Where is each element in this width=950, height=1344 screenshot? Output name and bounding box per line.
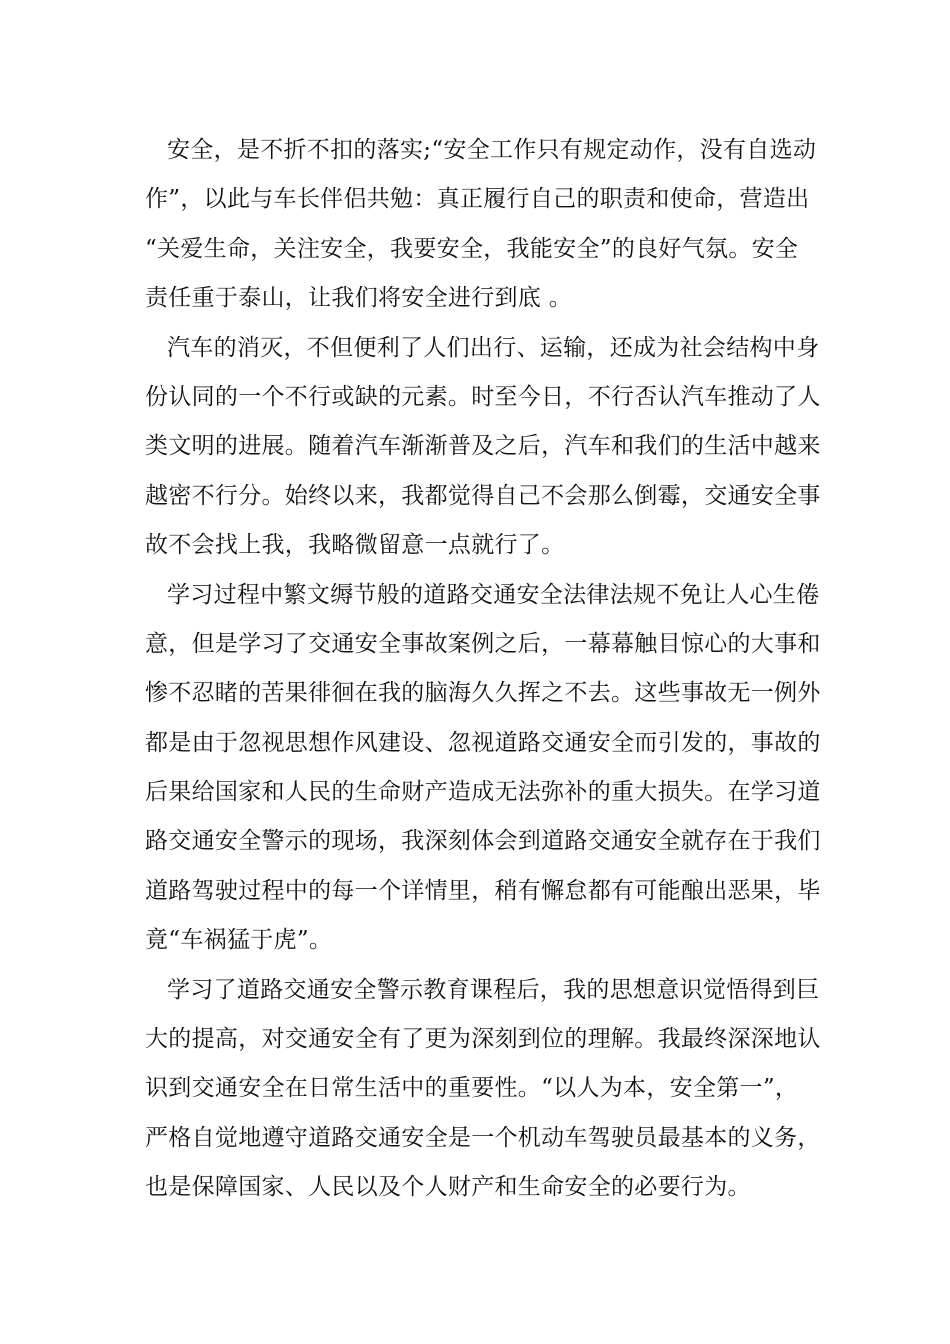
text-line: 安全，是不折不扣的落实;“安全工作只有规定动作，没有自选动 <box>167 137 817 163</box>
paragraph-2 <box>145 324 821 571</box>
text-line: 份认同的一个不行或缺的元素。时至今日，不行否认汽车推动了人 <box>145 383 821 410</box>
text-line: 类文明的进展。随着汽车渐渐普及之后，汽车和我们的生活中越来 <box>145 433 821 460</box>
text-line: 责任重于泰山，让我们将安全进行到底 。 <box>145 285 573 312</box>
text-line: 学习过程中繁文缛节般的道路交通安全法律法规不免让人心生倦 <box>167 581 820 608</box>
text-line: 路交通安全警示的现场，我深刻体会到道路交通安全就存在于我们 <box>145 828 821 855</box>
text-line: 识到交通安全在日常生活中的重要性。“以人为本，安全第一”， <box>145 1075 799 1102</box>
document-body <box>145 126 821 1213</box>
text-line: 都是由于忽视思想作风建设、忽视道路交通安全而引发的，事故的 <box>145 729 821 756</box>
text-line: 道路驾驶过程中的每一个详情里，稍有懈怠都有可能酿出恶果，毕 <box>145 877 821 904</box>
text-line: 意，但是学习了交通安全事故案例之后，一幕幕触目惊心的大事和 <box>145 630 821 657</box>
text-line: 作”，以此与车长伴侣共勉：真正履行自己的职责和使命，营造出 <box>145 186 810 213</box>
text-line: 严格自觉地遵守道路交通安全是一个机动车驾驶员最基本的义务， <box>145 1124 821 1151</box>
paragraph-1 <box>145 126 817 324</box>
text-line: 后果给国家和人民的生命财产造成无法弥补的重大损失。在学习道 <box>145 779 821 806</box>
paragraph-4 <box>145 966 821 1213</box>
text-line: 越密不行分。始终以来，我都觉得自己不会那么倒霉，交通安全事 <box>145 482 821 509</box>
text-line: 故不会找上我，我略微留意一点就行了。 <box>145 532 565 559</box>
text-line: 惨不忍睹的苦果徘徊在我的脑海久久挥之不去。这些事故无一例外 <box>145 680 821 707</box>
paragraph-3 <box>145 571 821 966</box>
text-line: 竟“车祸猛于虎”。 <box>145 927 333 954</box>
text-line: 汽车的消灭，不但便利了人们出行、运输，还成为社会结构中身 <box>167 334 820 361</box>
text-line: 学习了道路交通安全警示教育课程后，我的思想意识觉悟得到巨 <box>167 976 820 1003</box>
text-line: 大的提高，对交通安全有了更为深刻到位的理解。我最终深深地认 <box>145 1026 821 1053</box>
text-line: 也是保障国家、人民以及个人财产和生命安全的必要行为。 <box>145 1174 751 1201</box>
text-line: “关爱生命，关注安全，我要安全，我能安全”的良好气氛。安全 <box>145 235 799 262</box>
